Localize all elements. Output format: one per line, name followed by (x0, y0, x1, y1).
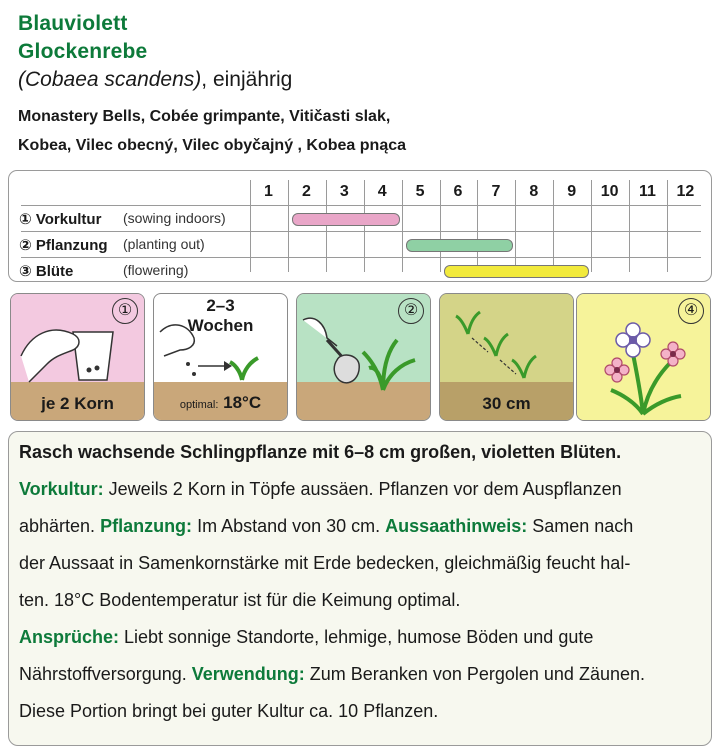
keyword-vorkultur: Vorkultur: (19, 479, 104, 499)
spacing-caption: 30 cm (482, 394, 531, 413)
timeline-bar (444, 265, 590, 278)
scientific-name: (Cobaea scandens) (18, 68, 202, 91)
timeline-bar (292, 213, 400, 226)
month-label: 9 (567, 183, 577, 200)
month-label: 10 (600, 183, 619, 200)
lifecycle: , einjährig (201, 68, 293, 91)
duration-unit: Wochen (187, 316, 254, 335)
grid-line (364, 180, 365, 272)
info-text: Samen nach (527, 516, 634, 536)
seed-icon (95, 366, 100, 371)
info-text: Liebt sonnige Standorte, lehmige, humose Böden und gute (119, 627, 594, 647)
grid-line (326, 180, 327, 272)
title-line-2: Glockenrebe (18, 40, 148, 63)
grid-line (440, 180, 441, 272)
common-names-line-2: Kobea, Vilec obecný, Vilec obyčajný , Kobea pnąca (18, 137, 407, 154)
info-box (8, 431, 712, 746)
panel-spacing (439, 293, 574, 421)
common-names-line-1: Monastery Bells, Cobée grimpante, Vitičasti slak, (18, 108, 391, 125)
info-text: Nährstoffversorgung. (19, 664, 192, 684)
grid-line (288, 180, 289, 272)
grid-line (250, 180, 251, 272)
seed-icon (87, 368, 92, 373)
divider (21, 257, 701, 258)
keyword-pflanzung: Pflanzung: (100, 516, 193, 536)
month-label: 2 (301, 183, 311, 200)
info-line: ten. 18°C Bodentemperatur ist für die Keimung optimal. (19, 590, 461, 610)
month-label: 6 (453, 183, 463, 200)
info-line (19, 619, 593, 656)
info-line (19, 471, 622, 508)
temperature-value: 18°C (223, 393, 262, 412)
duration-weeks: 2–3 (206, 296, 235, 315)
grid-line (629, 180, 630, 272)
trowel-icon (334, 355, 359, 383)
month-label: 5 (415, 183, 425, 200)
seed-icon (186, 362, 190, 366)
grid-line (515, 180, 516, 272)
info-text: Im Abstand von 30 cm. (192, 516, 386, 536)
month-label: 12 (676, 183, 695, 200)
seedling-icon (230, 358, 258, 380)
info-line: der Aussaat in Samenkornstärke mit Erde bedecken, gleichmäßig feucht hal- (19, 553, 631, 573)
info-line (19, 656, 645, 693)
calendar-row-label (19, 210, 226, 228)
keyword-verwendung: Verwendung: (191, 664, 305, 684)
stage-name: ③ Blüte (19, 263, 74, 280)
keyword-aussaathinweis: Aussaathinweis: (385, 516, 528, 536)
step-number: ④ (678, 298, 704, 324)
info-line: Diese Portion bringt bei guter Kultur ca. 10 Pflanzen. (19, 701, 439, 721)
stage-name: ① Vorkultur (19, 211, 102, 228)
timeline-bar (406, 239, 514, 252)
month-label: 11 (639, 183, 656, 200)
stage-english: (flowering) (123, 262, 189, 278)
grid-line (402, 180, 403, 272)
info-line (19, 508, 633, 545)
divider (21, 205, 701, 206)
scientific-name-line (18, 68, 292, 92)
panel-planting (296, 293, 431, 421)
soil (297, 382, 430, 420)
keyword-ansprueche: Ansprüche: (19, 627, 120, 647)
grid-line (477, 180, 478, 272)
info-text: abhärten. (19, 516, 101, 536)
month-label: 1 (264, 183, 273, 200)
duration-heading (154, 296, 287, 336)
stage-name: ② Pflanzung (19, 237, 108, 254)
calendar-row-label (19, 262, 189, 280)
panel-germination (153, 293, 288, 421)
headline: Rasch wachsende Schlingpflanze mit 6–8 cm großen, violetten Blüten. (19, 442, 622, 462)
panel-caption: je 2 Korn (41, 394, 114, 413)
sowing-calendar (8, 170, 712, 282)
month-label: 8 (529, 183, 539, 200)
divider (21, 231, 701, 232)
optimal-label: optimal: (179, 399, 219, 411)
step-number: ② (398, 298, 424, 324)
grid-line (553, 180, 554, 272)
seed-icon (192, 372, 196, 376)
stage-english: (sowing indoors) (123, 210, 226, 226)
panel-background (440, 294, 573, 384)
grid-line (667, 180, 668, 272)
panel-flowering (576, 293, 711, 421)
month-label: 7 (491, 183, 501, 200)
panel-sowing (10, 293, 145, 421)
calendar-row-label (19, 236, 205, 254)
grid-line (591, 180, 592, 272)
stage-english: (planting out) (123, 236, 205, 252)
step-number: ① (112, 298, 138, 324)
temperature-caption (154, 393, 287, 413)
info-text: Jeweils 2 Korn in Töpfe aussäen. Pflanzen vor dem Auspflanzen (103, 479, 622, 499)
month-label: 3 (339, 183, 349, 200)
info-text: Zum Beranken von Pergolen und Zäunen. (304, 664, 645, 684)
month-label: 4 (377, 183, 387, 200)
title-line-1: Blauviolett (18, 12, 128, 35)
